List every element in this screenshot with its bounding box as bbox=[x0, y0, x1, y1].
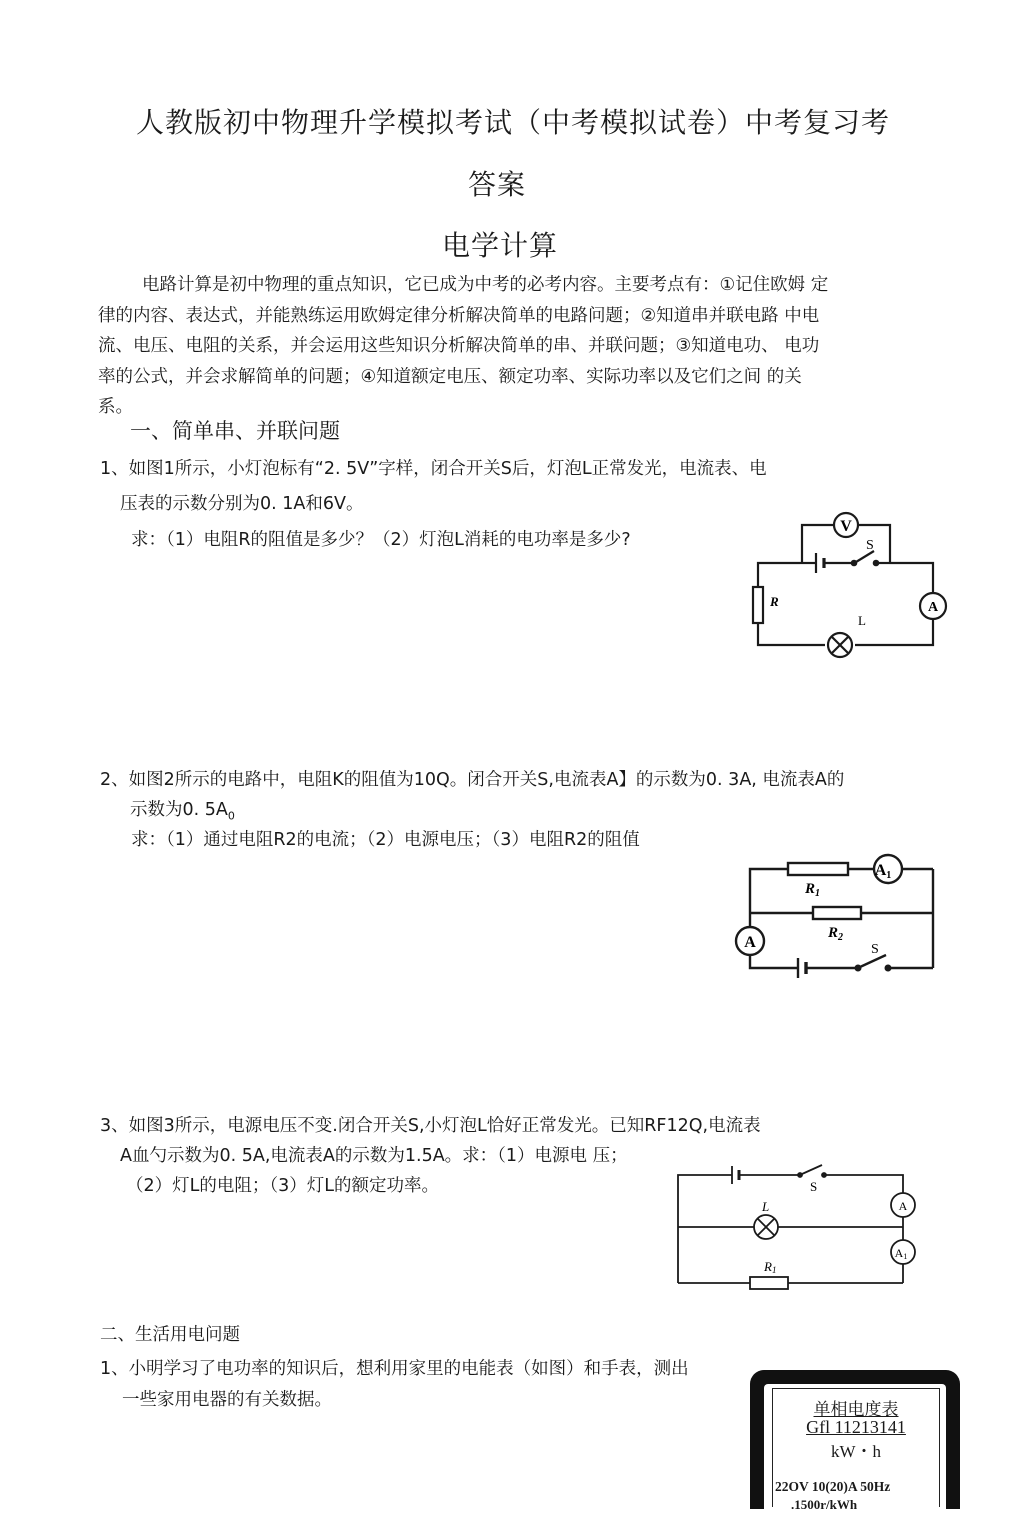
meter-revolutions: .1500r/kWh bbox=[791, 1497, 858, 1512]
intro-line: 率的公式，并会求解简单的问题；④知道额定电压、额定功率、实际功率以及它们之间 的关 bbox=[98, 366, 802, 387]
ammeter-a-label: A bbox=[898, 1199, 908, 1213]
meter-unit: kW・h bbox=[830, 1442, 882, 1461]
meter-spec: 22OV 10(20)A 50Hz bbox=[775, 1479, 891, 1494]
part2-heading: 二、生活用电问题 bbox=[100, 1325, 240, 1345]
figure-3-circuit bbox=[670, 1155, 920, 1300]
r2-letter: R bbox=[828, 925, 839, 941]
part2-q1-line1: 1、小明学习了电功率的知识后，想利用家里的电能表（如图）和手表，测出 bbox=[100, 1359, 689, 1379]
r1-label bbox=[763, 1259, 776, 1275]
q2-line2 bbox=[130, 796, 235, 823]
switch-label: S bbox=[866, 538, 874, 553]
r2-label bbox=[827, 925, 843, 943]
ammeter-a-label: A bbox=[744, 934, 756, 951]
section-title: 电学计算 bbox=[442, 229, 559, 262]
figure-2-circuit bbox=[728, 845, 950, 985]
r1-subscript: 1 bbox=[771, 1265, 777, 1275]
resistor-label: R bbox=[770, 594, 779, 609]
a1-letter: A bbox=[874, 862, 887, 879]
q2-line2-main: 示数为0. 5A bbox=[130, 800, 228, 820]
r1-subscript: 1 bbox=[815, 888, 821, 899]
q3-question: （2）灯L的电阻；（3）灯L的额定功率。 bbox=[126, 1176, 440, 1196]
intro-line: 系。 bbox=[98, 397, 133, 417]
switch-label: S bbox=[871, 942, 879, 957]
r1-letter: R bbox=[764, 1259, 772, 1274]
ammeter-label: A bbox=[927, 600, 939, 615]
r1-letter: R bbox=[805, 881, 816, 897]
q1-line2: 压表的示数分别为0. 1A和6V。 bbox=[120, 494, 364, 514]
r2-subscript: 2 bbox=[838, 932, 844, 943]
a1-letter: A bbox=[894, 1246, 904, 1260]
document-title-line1: 人教版初中物理升学模拟考试（中考模拟试卷）中考复习考 bbox=[136, 106, 891, 139]
q3-line2: A血勺示数为0. 5A,电流表A的示数为1.5A。求：（1）电源电 压； bbox=[120, 1146, 628, 1166]
q1-question: 求：（1）电阻R的阻值是多少？（2）灯泡L消耗的电功率是多少? bbox=[131, 530, 631, 550]
q2-line2-sub: 0 bbox=[227, 809, 235, 823]
part2-q1-line2: 一些家用电器的有关数据。 bbox=[122, 1390, 332, 1410]
voltmeter-label: V bbox=[840, 518, 852, 535]
a1-subscript: 1 bbox=[886, 870, 892, 881]
switch-label: S bbox=[810, 1179, 818, 1194]
meter-reading: Gfl 11213141 bbox=[806, 1417, 906, 1437]
electric-meter bbox=[750, 1370, 960, 1512]
q2-line1: 2、如图2所示的电路中，电阻K的阻值为10Q。闭合开关S,电流表A】的示数为0. 3A, 电流表A的 bbox=[100, 770, 845, 790]
intro-line: 律的内容、表达式，并能熟练运用欧姆定律分析解决简单的电路问题；②知道串并联电路 中电 bbox=[98, 305, 820, 326]
q3-line1: 3、如图3所示，电源电压不变.闭合开关S,小灯泡L恰好正常发光。已知RF12Q,电流表 bbox=[100, 1116, 761, 1136]
intro-line: 流、电压、电阻的关系，并会运用这些知识分析解决简单的串、并联问题；③知道电功、 电功 bbox=[98, 336, 820, 356]
meter-face bbox=[764, 1384, 946, 1512]
r1-label bbox=[804, 881, 820, 899]
figure-1-circuit bbox=[740, 505, 955, 665]
lamp-label: L bbox=[858, 613, 866, 628]
document-title-line2: 答案 bbox=[468, 168, 527, 201]
part1-heading: 一、简单串、并联问题 bbox=[130, 419, 340, 443]
meter-panel bbox=[772, 1388, 940, 1512]
intro-paragraph bbox=[98, 270, 898, 423]
meter-title: 单相电度表 bbox=[813, 1400, 899, 1419]
intro-line: 电路计算是初中物理的重点知识，它已成为中考的必考内容。主要考点有：①记住欧姆 定 bbox=[142, 275, 829, 295]
a1-subscript: 1 bbox=[903, 1252, 908, 1261]
lamp-label: L bbox=[762, 1199, 770, 1214]
q1-line1: 1、如图1所示，小灯泡标有“2. 5V”字样，闭合开关S后，灯泡L正常发光，电流表、电 bbox=[100, 459, 767, 479]
q2-question: 求：（1）通过电阻R2的电流；（2）电源电压；（3）电阻R2的阻值 bbox=[131, 830, 640, 850]
